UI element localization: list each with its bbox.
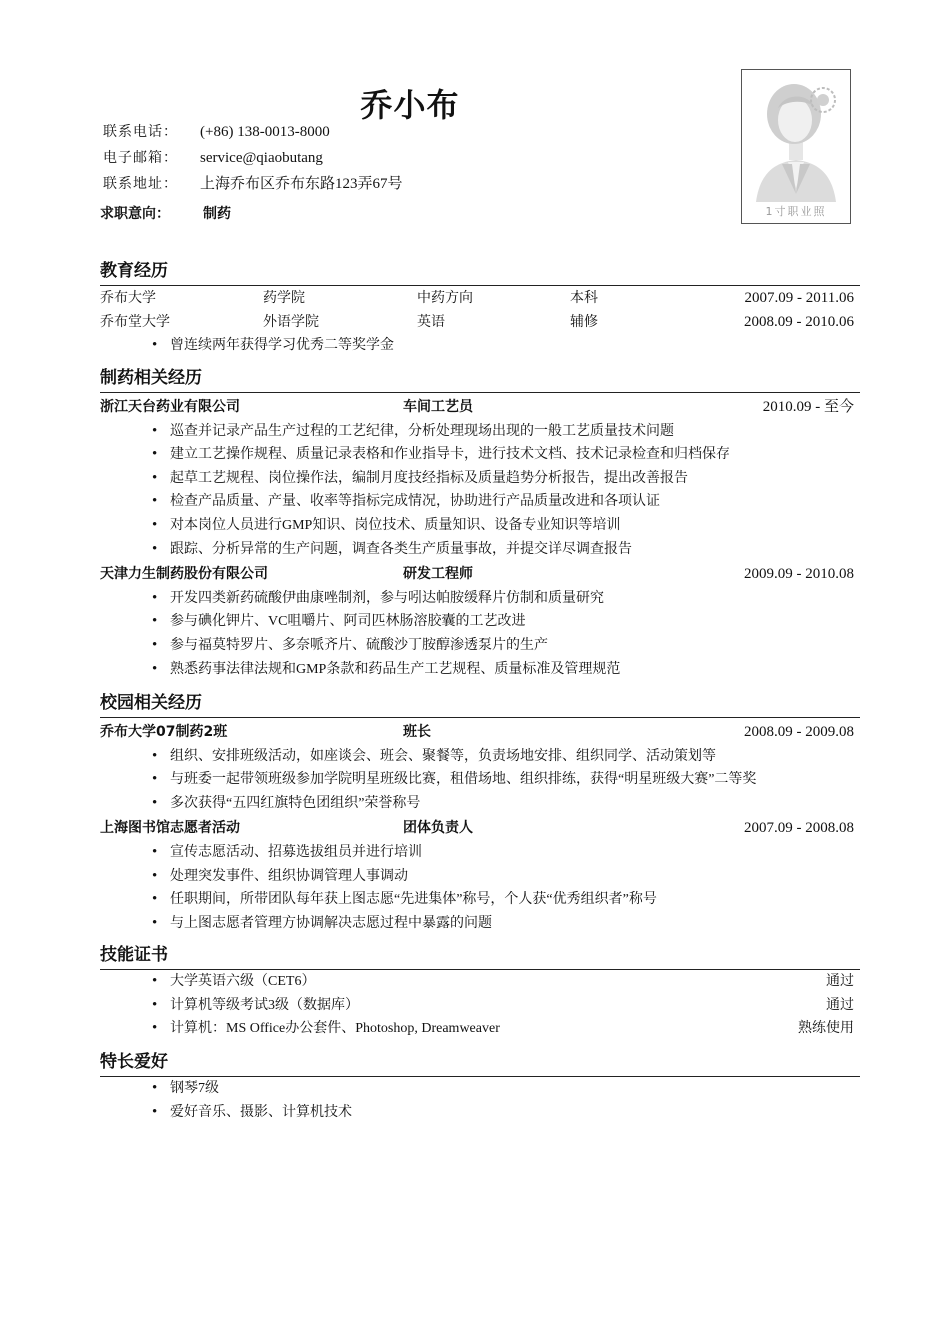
pharma-section xyxy=(100,367,860,681)
list-item: • 参与福莫特罗片、多奈哌齐片、硫酸沙丁胺醇渗透泵片的生产 xyxy=(100,634,860,658)
job-org: 乔布大学07制药2班 xyxy=(100,724,228,740)
list-item: • 巡查并记录产品生产过程的工艺纪律，分析处理现场出现的一般工艺质量技术问题 xyxy=(100,420,860,444)
degree: 本科 xyxy=(570,290,598,306)
job-dates: 2008.09 - 2009.08 xyxy=(744,724,854,740)
address-value: 上海乔布区乔布东路123弄67号 xyxy=(200,176,403,192)
email-value: service@qiaobutang xyxy=(200,150,323,166)
skill-status: 通过 xyxy=(826,973,854,989)
degree: 辅修 xyxy=(570,313,598,330)
job-header xyxy=(100,817,860,841)
skill-text: 计算机：MS Office办公套件、Photoshop, Dreamweaver xyxy=(170,1021,500,1037)
college: 药学院 xyxy=(263,290,305,306)
list-item xyxy=(100,994,860,1018)
list-item: • 检查产品质量、产量、收率等指标完成情况，协助进行产品质量改进和各项认证 xyxy=(100,490,860,514)
job-intent xyxy=(100,203,231,223)
list-item: • 组织、安排班级活动，如座谈会、班会、聚餐等，负责场地安排、组织同学、活动策划等 xyxy=(100,745,860,769)
college: 外语学院 xyxy=(263,313,319,330)
hobbies-section xyxy=(100,1051,860,1124)
list-item: • 钢琴7级 xyxy=(100,1077,860,1101)
dates: 2008.09 - 2010.06 xyxy=(744,313,854,330)
list-item: • 熟悉药事法律法规和GMP条款和药品生产工艺规程、质量标准及管理规范 xyxy=(100,658,860,682)
contact-email xyxy=(103,145,403,171)
list-item: • 任职期间，所带团队每年获上图志愿“先进集体”称号，个人获“优秀组织者”称号 xyxy=(100,888,860,912)
resume-name: 乔小布 xyxy=(360,86,460,124)
list-item: • 处理突发事件、组织协调管理人事调动 xyxy=(100,865,860,889)
phone-label: 联系电话： xyxy=(103,124,178,140)
intent-label: 求职意向： xyxy=(100,206,170,222)
list-item: • 多次获得“五四红旗特色团组织”荣誉称号 xyxy=(100,792,860,816)
list-item: • 开发四类新药硫酸伊曲康唑制剂，参与吲达帕胺缓释片仿制和质量研究 xyxy=(100,587,860,611)
list-item: • 与班委一起带领班级参加学院明星班级比赛，租借场地、组织排练，获得“明星班级大赛”二等奖 xyxy=(100,768,860,792)
job-header xyxy=(100,721,860,745)
list-item: • 爱好音乐、摄影、计算机技术 xyxy=(100,1101,860,1125)
address-label: 联系地址： xyxy=(103,176,178,192)
list-item: • 对本岗位人员进行GMP知识、岗位技术、质量知识、设备专业知识等培训 xyxy=(100,514,860,538)
school: 乔布堂大学 xyxy=(100,313,170,330)
major: 中药方向 xyxy=(417,290,473,306)
intent-value: 制药 xyxy=(203,206,231,222)
list-item: • 参与碘化钾片、VC咀嚼片、阿司匹林肠溶胶囊的工艺改进 xyxy=(100,610,860,634)
contact-block xyxy=(103,119,403,197)
list-item: • 与上图志愿者管理方协调解决志愿过程中暴露的问题 xyxy=(100,912,860,936)
skills-section xyxy=(100,944,860,1041)
dates: 2007.09 - 2011.06 xyxy=(744,290,854,306)
job-dates: 2007.09 - 2008.08 xyxy=(744,820,854,837)
job-header xyxy=(100,396,860,420)
list-item: • 建立工艺操作规程、质量记录表格和作业指导卡，进行技术文档、技术记录检查和归档保存 xyxy=(100,443,860,467)
job-org: 浙江天台药业有限公司 xyxy=(100,399,240,415)
job-role: 车间工艺员 xyxy=(403,399,473,415)
hobbies-title: 特长爱好 xyxy=(100,1051,860,1077)
list-item: • 宣传志愿活动、招募选拔组员并进行培训 xyxy=(100,841,860,865)
email-label: 电子邮箱： xyxy=(103,150,178,166)
phone-value: (+86) 138-0013-8000 xyxy=(200,124,330,140)
job-header xyxy=(100,563,860,587)
education-row xyxy=(100,311,860,335)
pharma-title: 制药相关经历 xyxy=(100,367,860,393)
list-item: • 起草工艺规程、岗位操作法，编制月度技经指标及质量趋势分析报告，提出改善报告 xyxy=(100,467,860,491)
job-role: 团体负责人 xyxy=(403,820,473,837)
job-org: 上海图书馆志愿者活动 xyxy=(100,820,240,837)
skills-title: 技能证书 xyxy=(100,944,860,970)
education-row xyxy=(100,287,860,311)
contact-phone xyxy=(103,119,403,145)
school: 乔布大学 xyxy=(100,290,156,306)
list-item xyxy=(100,1017,860,1041)
skill-status: 熟练使用 xyxy=(798,1020,854,1037)
person-silhouette-icon xyxy=(742,70,850,223)
skill-text: 计算机等级考试3级（数据库） xyxy=(170,997,359,1013)
education-section xyxy=(100,260,860,358)
photo-placeholder xyxy=(741,69,851,224)
campus-title: 校园相关经历 xyxy=(100,692,860,718)
list-item xyxy=(100,970,860,994)
list-item: • 跟踪、分析异常的生产问题，调查各类生产质量事故，并提交详尽调查报告 xyxy=(100,538,860,562)
job-role: 班长 xyxy=(403,724,431,740)
major: 英语 xyxy=(417,313,445,330)
job-dates: 2010.09 - 至今 xyxy=(762,399,854,415)
photo-caption: 1寸职业照 xyxy=(765,205,827,218)
campus-section xyxy=(100,692,860,935)
skill-text: 大学英语六级（CET6） xyxy=(170,974,316,989)
skill-status: 通过 xyxy=(826,996,854,1013)
job-role: 研发工程师 xyxy=(403,566,473,583)
job-org: 天津力生制药股份有限公司 xyxy=(100,566,268,583)
contact-address xyxy=(103,171,403,197)
list-item: • 曾连续两年获得学习优秀二等奖学金 xyxy=(100,334,860,358)
job-dates: 2009.09 - 2010.08 xyxy=(744,566,854,583)
education-title: 教育经历 xyxy=(100,260,860,286)
